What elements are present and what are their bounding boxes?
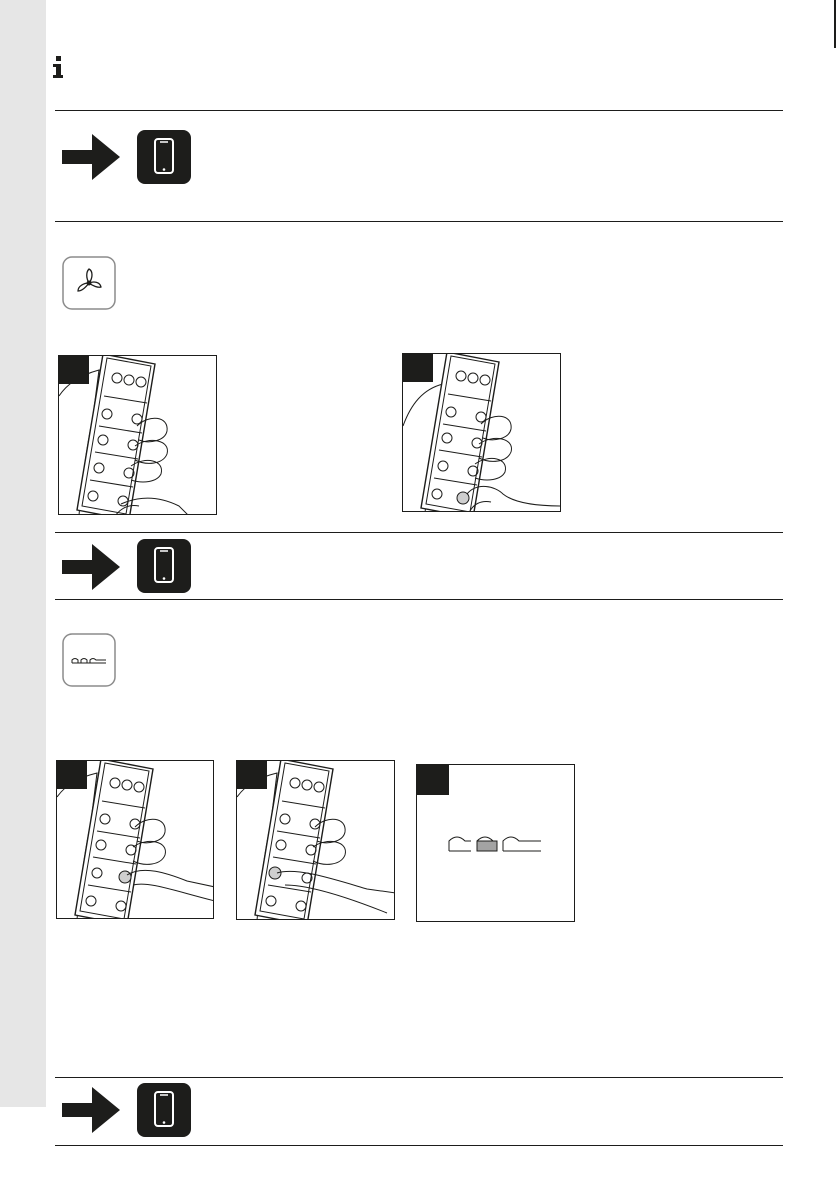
smartphone-icon <box>137 539 191 593</box>
massage-step-2-illustration <box>236 760 395 920</box>
info-icon <box>52 56 64 78</box>
step-number-marker <box>417 765 449 795</box>
step-number-marker <box>57 761 87 789</box>
massage-step-3-display <box>416 764 575 922</box>
smartphone-icon <box>137 1083 191 1137</box>
fan-icon <box>62 256 116 310</box>
step-number-marker <box>403 354 433 382</box>
fan-step-2-illustration <box>402 353 561 512</box>
smartphone-icon <box>137 130 191 184</box>
section-divider <box>55 1077 783 1078</box>
page-corner-mark <box>834 0 836 48</box>
section-divider <box>55 221 783 222</box>
section-divider <box>55 599 783 600</box>
side-margin-strip <box>0 0 46 1107</box>
massage-step-1-illustration <box>56 760 214 919</box>
step-number-marker <box>59 356 89 384</box>
fan-step-1-illustration <box>58 355 217 515</box>
arrow-right-icon <box>62 544 120 590</box>
step-number-marker <box>237 761 267 789</box>
section-divider <box>55 110 783 111</box>
arrow-right-icon <box>62 134 120 180</box>
massage-level-indicator <box>447 831 543 853</box>
arrow-right-icon <box>62 1087 120 1133</box>
massage-seat-icon <box>62 633 116 687</box>
section-divider <box>55 532 783 533</box>
section-divider <box>55 1145 783 1146</box>
